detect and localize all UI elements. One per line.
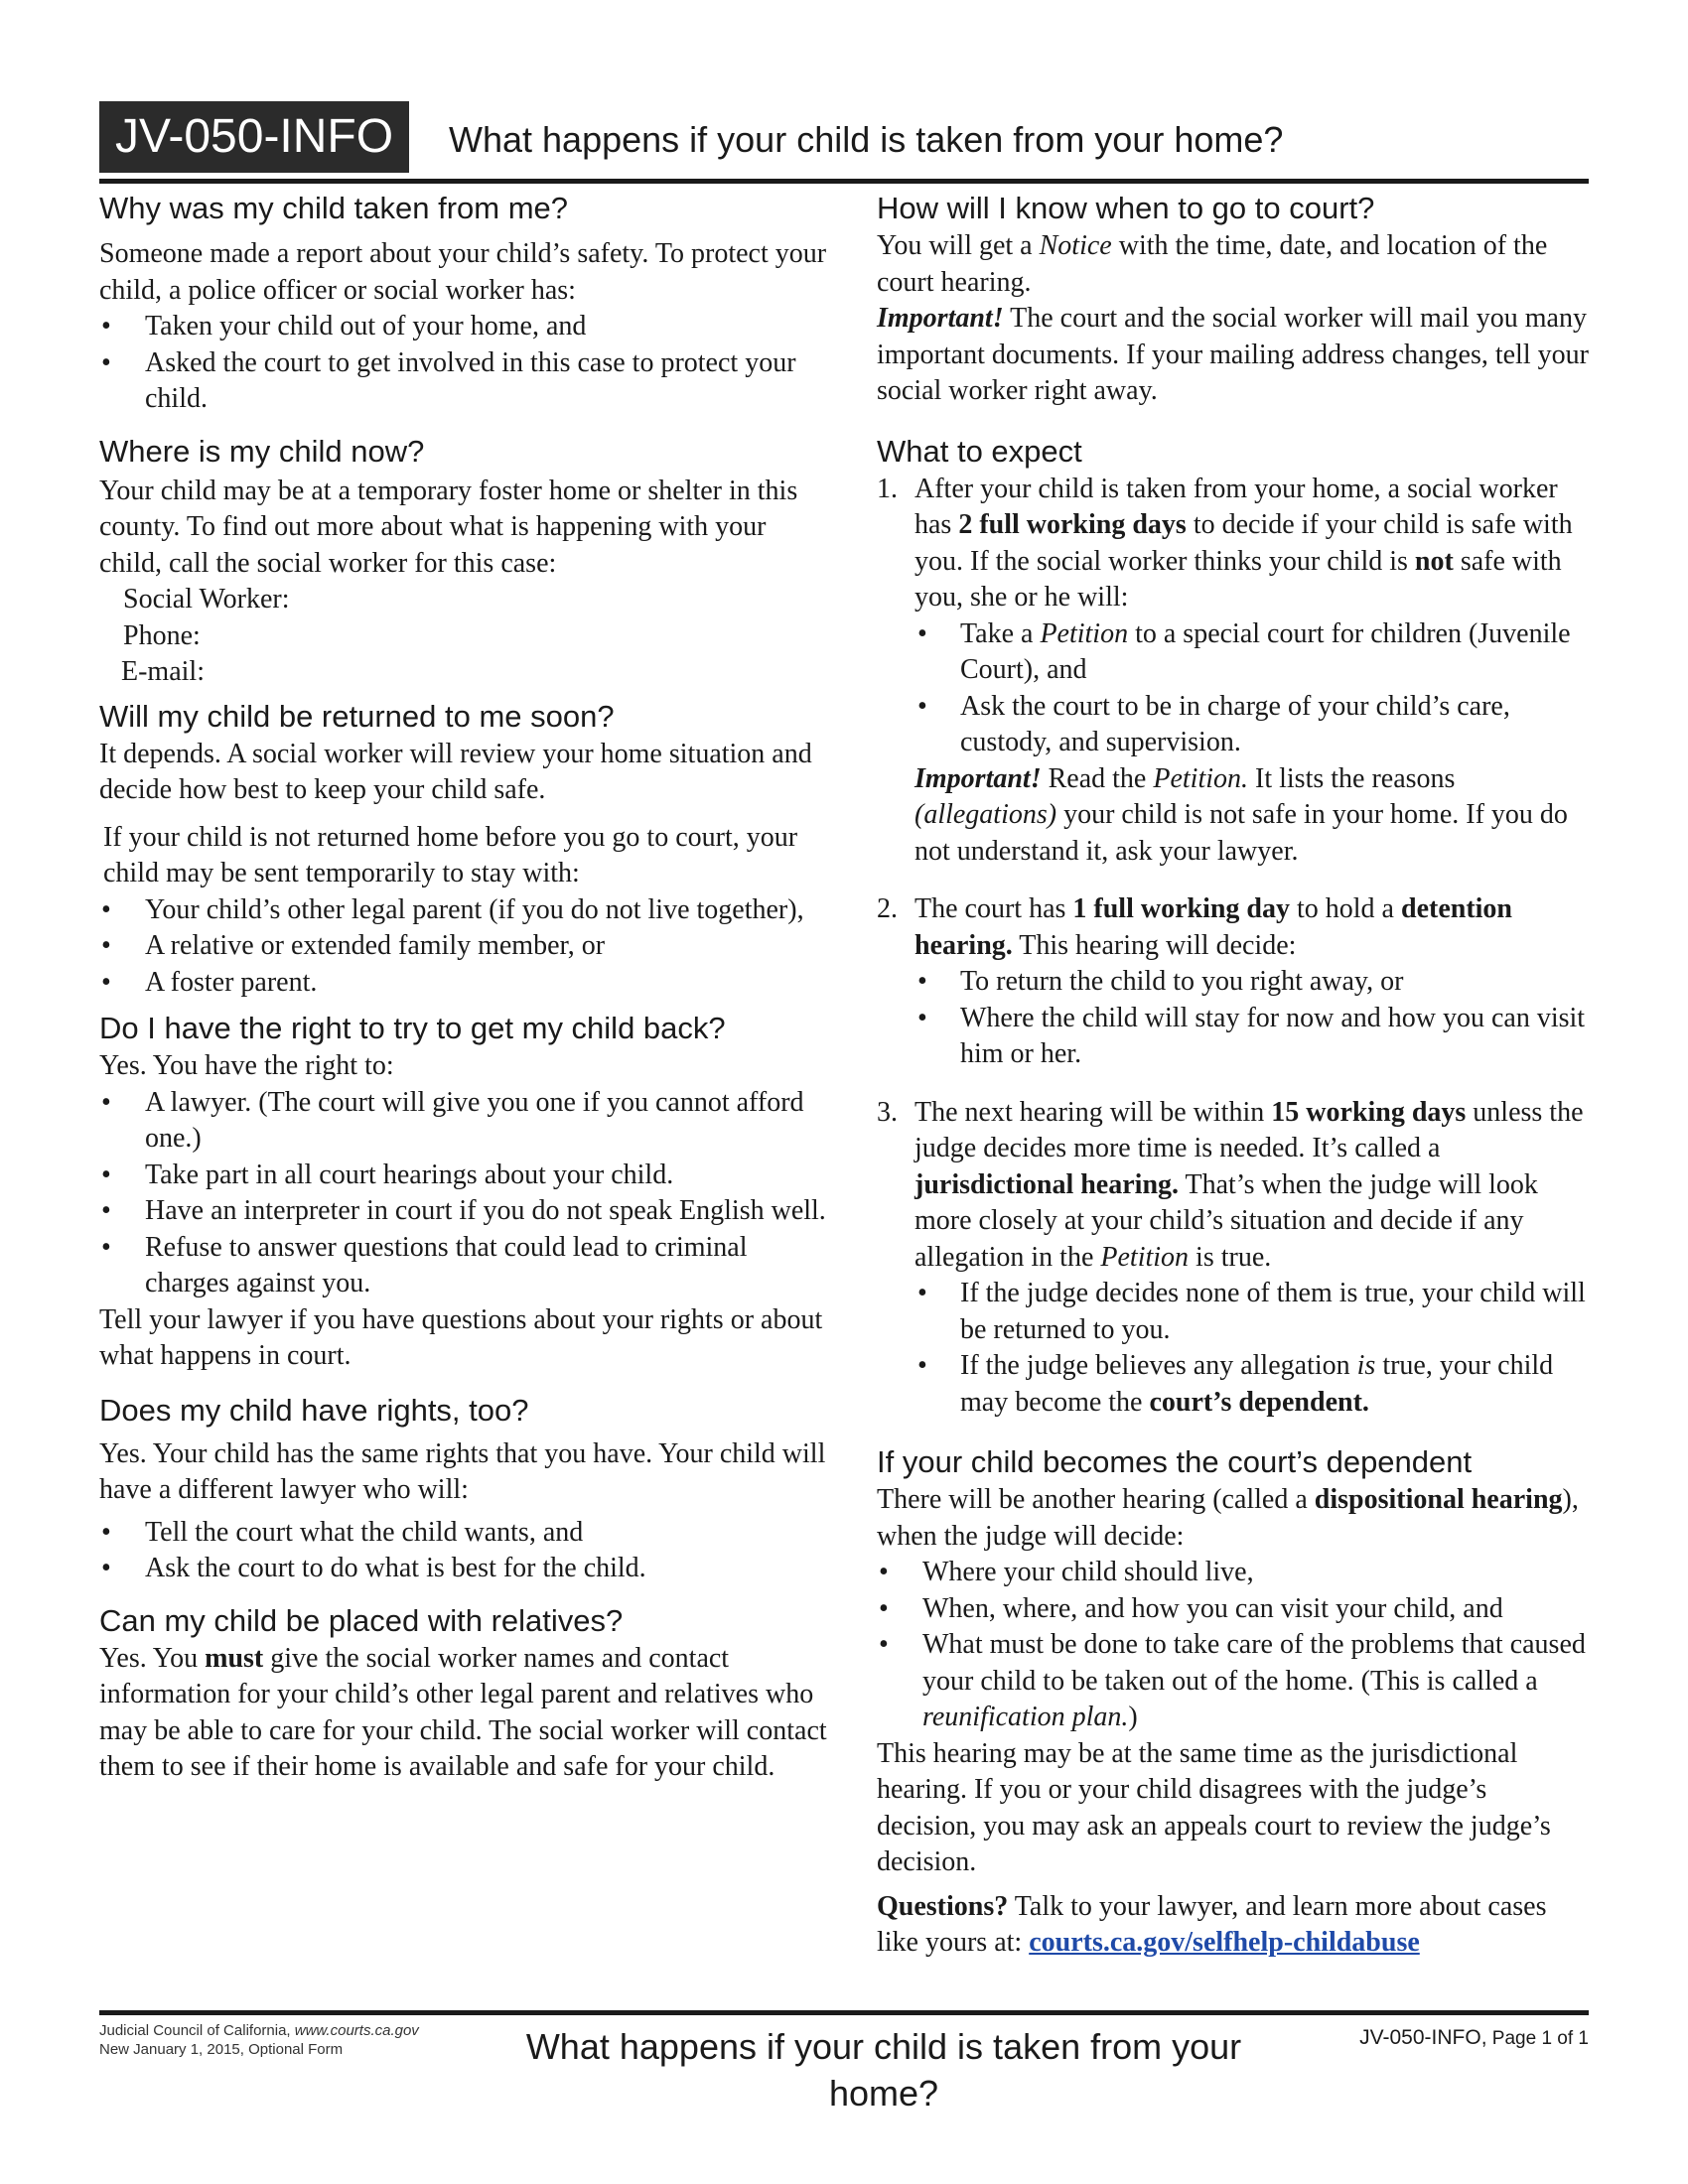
section-when-court [877, 189, 1592, 410]
paragraph: Someone made a report about your child’s safety. To protect your child, a police officer or social worker has: [99, 238, 827, 306]
list-item: • A relative or extended family member, or [99, 928, 834, 965]
list-item: • Take a Petition to a special court for children (Juvenile Court), and [914, 616, 1592, 689]
paragraph: There will be another hearing (called a dispositional hearing), when the judge will decide: [877, 1484, 1579, 1552]
list-item: • To return the child to you right away, or [914, 964, 1592, 1001]
section-right-to-get-back [99, 1009, 834, 1375]
paragraph: If your child is not returned home before you go to court, your child may be sent temporarily to stay with: [103, 821, 798, 888]
list-item: • A foster parent. [99, 965, 834, 1002]
paragraph: This hearing may be at the same time as the jurisdictional hearing. If you or your child disagrees with the judge’s decision, you may ask an appeals court to review the judge’s decision. [877, 1737, 1551, 1877]
bullet-list [914, 616, 1592, 761]
list-item: • Ask the court to be in charge of your child’s care, custody, and supervision. [914, 689, 1592, 761]
list-item: • Asked the court to get involved in this case to protect your child. [99, 345, 834, 418]
paragraph: Yes. Your child has the same rights that you have. Your child will have a different lawyer who will: [99, 1437, 826, 1505]
list-item: • Where your child should live, [877, 1555, 1592, 1591]
section-heading: If your child becomes the court’s dependent [877, 1444, 1473, 1479]
section-heading: Do I have the right to try to get my child back? [99, 1011, 726, 1045]
social-worker-contact [99, 582, 834, 691]
left-column [99, 189, 834, 1786]
paragraph: Yes. You have the right to: [99, 1050, 394, 1081]
numbered-list [877, 472, 1592, 1422]
questions-paragraph: Questions? Talk to your lawyer, and learn more about cases like yours at: courts.ca.gov/selfhelp-childabuse [877, 1890, 1547, 1958]
section-heading: Will my child be returned to me soon? [99, 698, 615, 734]
list-item: • Take part in all court hearings about your child. [99, 1158, 834, 1194]
list-item: 2. The court has 1 full working day to hold a detention hearing. This hearing will decide: • To return the child to you right away, or • Where the child will stay for now and how you can visit him or her. [877, 891, 1592, 1073]
list-item: • Ask the court to do what is best for the child. [99, 1551, 834, 1587]
header-divider [99, 179, 1589, 184]
list-item: • If the judge believes any allegation is true, your child may become the court’s dependent. [914, 1348, 1592, 1421]
list-item: • Where the child will stay for now and how you can visit him or her. [914, 1001, 1592, 1073]
paragraph: Important! The court and the social worker will mail you many important documents. If your mailing address changes, tell your social worker right away. [877, 303, 1589, 406]
footer-title: What happens if your child is taken from your home? [525, 2026, 1242, 2114]
list-item: • Refuse to answer questions that could lead to criminal charges against you. [99, 1230, 834, 1302]
section-heading: Where is my child now? [99, 433, 425, 469]
right-column [877, 189, 1592, 1962]
social-worker-label: Social Worker: [123, 584, 290, 614]
section-heading: How will I know when to go to court? [877, 191, 1375, 225]
list-item: • If the judge decides none of them is true, your child will be returned to you. [914, 1276, 1592, 1348]
section-why-taken [99, 189, 834, 418]
form-number-badge: JV-050-INFO [99, 101, 409, 173]
list-item: • What must be done to take care of the problems that caused your child to be taken out of the home. (This is called a reunification plan.) [877, 1627, 1592, 1736]
bullet-list [914, 964, 1592, 1073]
list-item: • Taken your child out of your home, and [99, 309, 834, 345]
section-heading: Why was my child taken from me? [99, 191, 569, 225]
section-heading: Does my child have rights, too? [99, 1392, 529, 1428]
bullet-list [99, 1515, 834, 1587]
footer-council-info: Judicial Council of California, www.courts.ca.gov New January 1, 2015, Optional Form [99, 2022, 419, 2058]
bullet-list [99, 892, 834, 1002]
list-item: • A lawyer. (The court will give you one if you cannot afford one.) [99, 1085, 834, 1158]
paragraph: You will get a Notice with the time, date, and location of the court hearing. [877, 230, 1548, 298]
form-header [99, 101, 1589, 183]
section-where-now [99, 432, 834, 691]
section-heading: What to expect [877, 433, 1082, 469]
paragraph: It depends. A social worker will review your home situation and decide how best to keep your child safe. [99, 738, 812, 805]
footer-divider [99, 2010, 1589, 2015]
bullet-list [99, 309, 834, 418]
list-item: • When, where, and how you can visit your child, and [877, 1591, 1592, 1628]
paragraph: Your child may be at a temporary foster home or shelter in this county. To find out more about what is happening with your child, call the social worker for this case: [99, 475, 798, 579]
selfhelp-link[interactable]: courts.ca.gov/selfhelp-childabuse [1029, 1927, 1420, 1958]
section-child-rights [99, 1391, 834, 1587]
section-what-to-expect [877, 432, 1592, 1422]
email-label: E-mail: [121, 656, 205, 687]
paragraph: Tell your lawyer if you have questions about your rights or about what happens in court. [99, 1303, 823, 1371]
section-placed-with-relatives [99, 1601, 834, 1786]
section-heading: Can my child be placed with relatives? [99, 1602, 624, 1638]
list-item: 1. After your child is taken from your home, a social worker has 2 full working days to decide if your child is safe with you. If the social worker thinks your child is not safe with you, she or he will: • Take a Petition to a special court for children (Juvenile Court), and • Ask the court to be in charge of your child’s care, custody, and supervision. Important! Read the Petition. It lists the reasons (allegations) your child is not safe in your home. If you do not understand it, ask your lawyer. [877, 472, 1592, 871]
bullet-list [99, 1085, 834, 1302]
phone-label: Phone: [123, 619, 201, 651]
section-court-dependent [877, 1442, 1592, 1962]
list-item: • Tell the court what the child wants, and [99, 1515, 834, 1552]
form-title: What happens if your child is taken from your home? [449, 119, 1284, 160]
bullet-list [877, 1555, 1592, 1736]
list-item: • Have an interpreter in court if you do not speak English well. [99, 1193, 834, 1230]
list-item: 3. The next hearing will be within 15 working days unless the judge decides more time is needed. It’s called a jurisdictional hearing. That’s when the judge will look more closely at your child’s situation and decide if any allegation in the Petition is true. • If the judge decides none of them is true, your child will be returned to you. • If the judge believes any allegation is true, your child may become the court’s dependent. [877, 1095, 1592, 1422]
section-returned-soon [99, 697, 834, 1002]
bullet-list [914, 1276, 1592, 1421]
list-item: • Your child’s other legal parent (if you do not live together), [99, 892, 834, 929]
paragraph: Yes. You must give the social worker names and contact information for your child’s other legal parent and relatives who may be able to care for your child. The social worker will contact them to see if their home is available and safe for your child. [99, 1642, 827, 1782]
footer-page-info: JV-050-INFO, Page 1 of 1 [1359, 2026, 1589, 2049]
